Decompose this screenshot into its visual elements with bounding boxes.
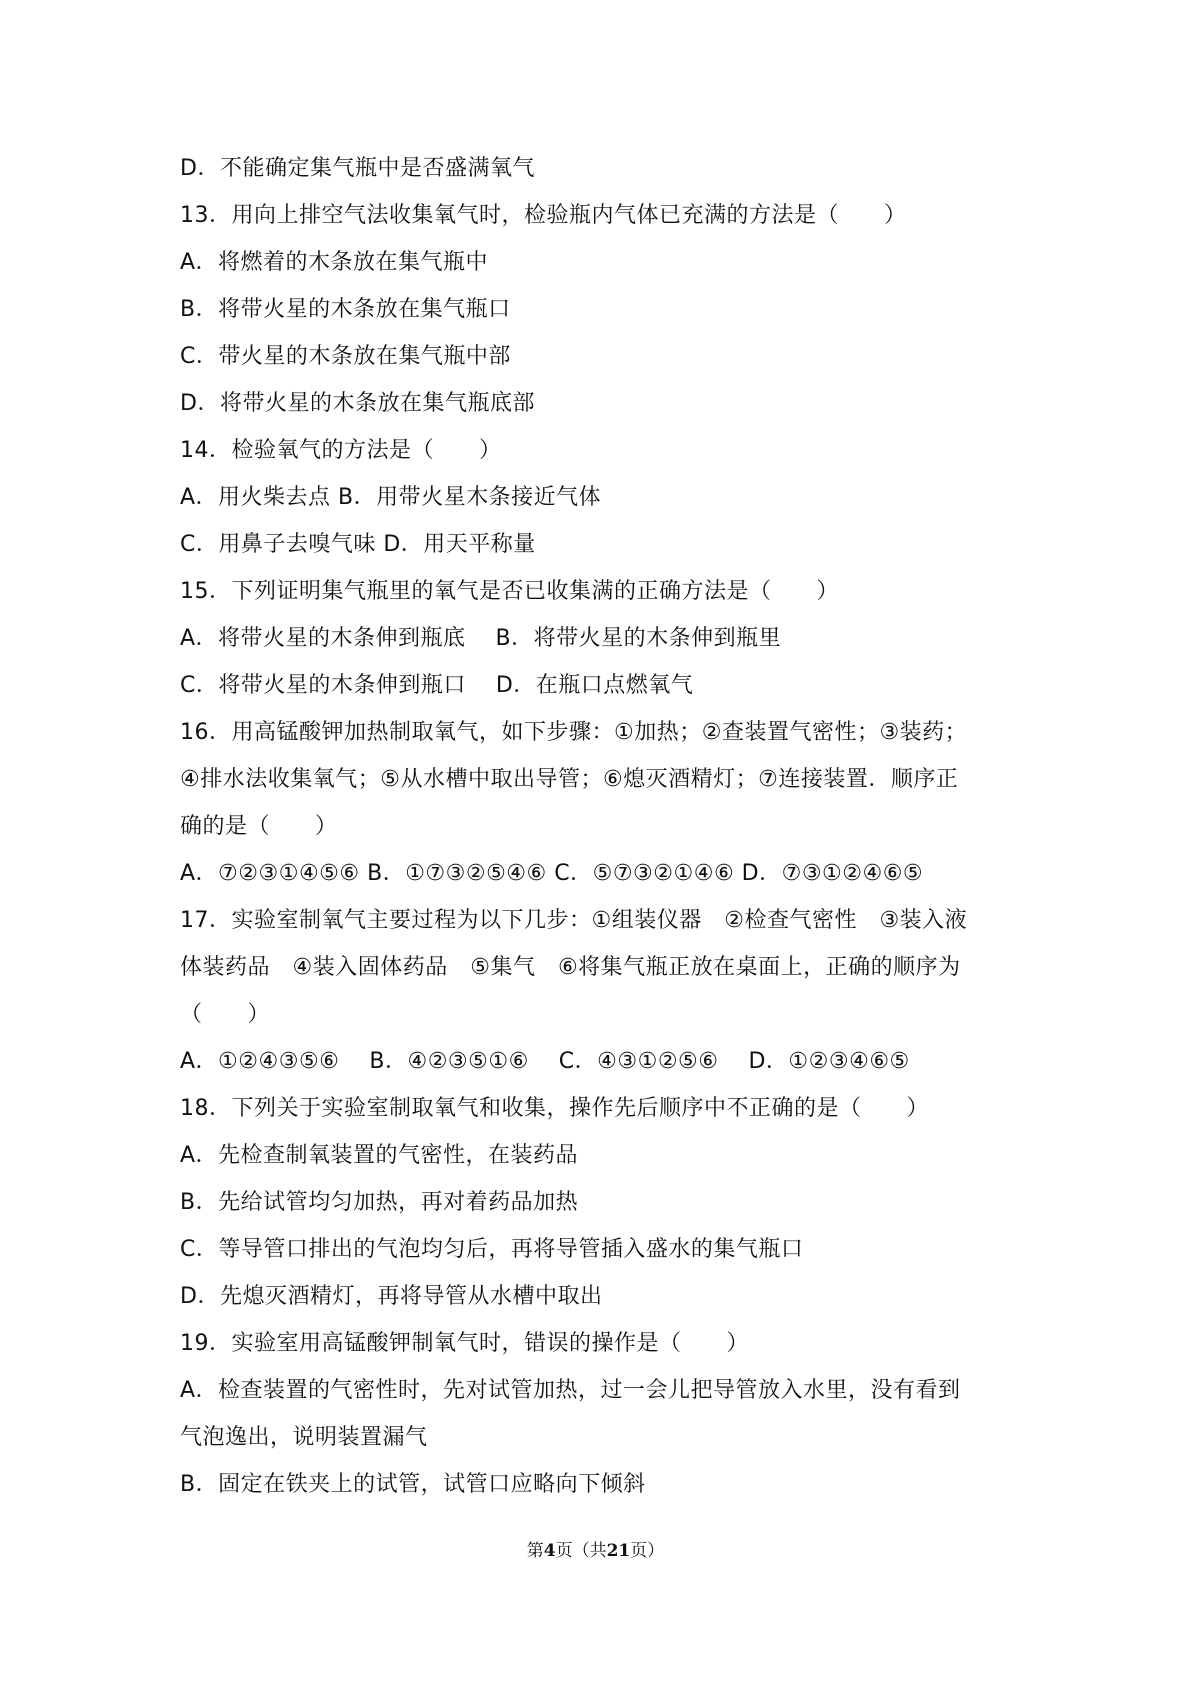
option-d: D．先熄灭酒精灯，再将导管从水槽中取出 [180,1284,603,1309]
question-17-cont: （ ） [180,1002,271,1027]
options-cd: C．将带火星的木条伸到瓶口 D．在瓶口点燃氧气 [180,673,694,698]
option-d: D．将带火星的木条放在集气瓶底部 [180,391,535,416]
text-line: D．不能确定集气瓶中是否盛满氧气 [180,156,535,181]
options-ab: A．将带火星的木条伸到瓶底 B．将带火星的木条伸到瓶里 [180,626,782,651]
options-abcd: A．⑦②③①④⑤⑥ B．①⑦③②⑤④⑥ C．⑤⑦③②①④⑥ D．⑦③①②④⑥⑤ [180,861,924,886]
question-19: 19．实验室用高锰酸钾制氧气时，错误的操作是（ ） [180,1331,749,1356]
question-17-cont: 体装药品 ④装入固体药品 ⑤集气 ⑥将集气瓶正放在桌面上，正确的顺序为 [180,955,961,980]
question-16-cont: 确的是（ ） [180,814,338,839]
footer-total-pages: 21 [606,1541,631,1561]
option-b: B．固定在铁夹上的试管，试管口应略向下倾斜 [180,1472,646,1497]
option-a: A．将燃着的木条放在集气瓶中 [180,250,489,275]
footer-middle: 页（共 [555,1541,607,1561]
option-a: A．先检查制氧装置的气密性，在装药品 [180,1143,579,1168]
question-15: 15．下列证明集气瓶里的氧气是否已收集满的正确方法是（ ） [180,579,839,604]
question-14: 14．检验氧气的方法是（ ） [180,438,502,463]
options-cd: C．用鼻子去嗅气味 D．用天平称量 [180,532,536,557]
option-b: B．先给试管均匀加热，再对着药品加热 [180,1190,579,1215]
footer-page-number: 4 [543,1541,556,1561]
question-13: 13．用向上排空气法收集氧气时，检验瓶内气体已充满的方法是（ ） [180,203,907,228]
option-c: C．带火星的木条放在集气瓶中部 [180,344,511,369]
page-footer [0,1536,1191,1561]
option-b: B．将带火星的木条放在集气瓶口 [180,297,511,322]
footer-prefix: 第 [526,1541,544,1561]
page-content [180,145,1020,1508]
question-16-cont: ④排水法收集氧气；⑤从水槽中取出导管；⑥熄灭酒精灯；⑦连接装置．顺序正 [180,767,959,792]
option-a: A．检查装置的气密性时，先对试管加热，过一会儿把导管放入水里，没有看到 [180,1378,961,1403]
options-abcd: A．①②④③⑤⑥ B．④②③⑤①⑥ C．④③①②⑤⑥ D．①②③④⑥⑤ [180,1049,910,1074]
options-ab: A．用火柴去点 B．用带火星木条接近气体 [180,485,602,510]
option-a-cont: 气泡逸出，说明装置漏气 [180,1425,428,1450]
footer-suffix: 页） [630,1541,665,1561]
option-c: C．等导管口排出的气泡均匀后，再将导管插入盛水的集气瓶口 [180,1237,804,1262]
question-18: 18．下列关于实验室制取氧气和收集，操作先后顺序中不正确的是（ ） [180,1096,929,1121]
question-17: 17．实验室制氧气主要过程为以下几步：①组装仪器 ②检查气密性 ③装入液 [180,908,968,933]
question-16: 16．用高锰酸钾加热制取氧气，如下步骤：①加热；②查装置气密性；③装药； [180,720,968,745]
